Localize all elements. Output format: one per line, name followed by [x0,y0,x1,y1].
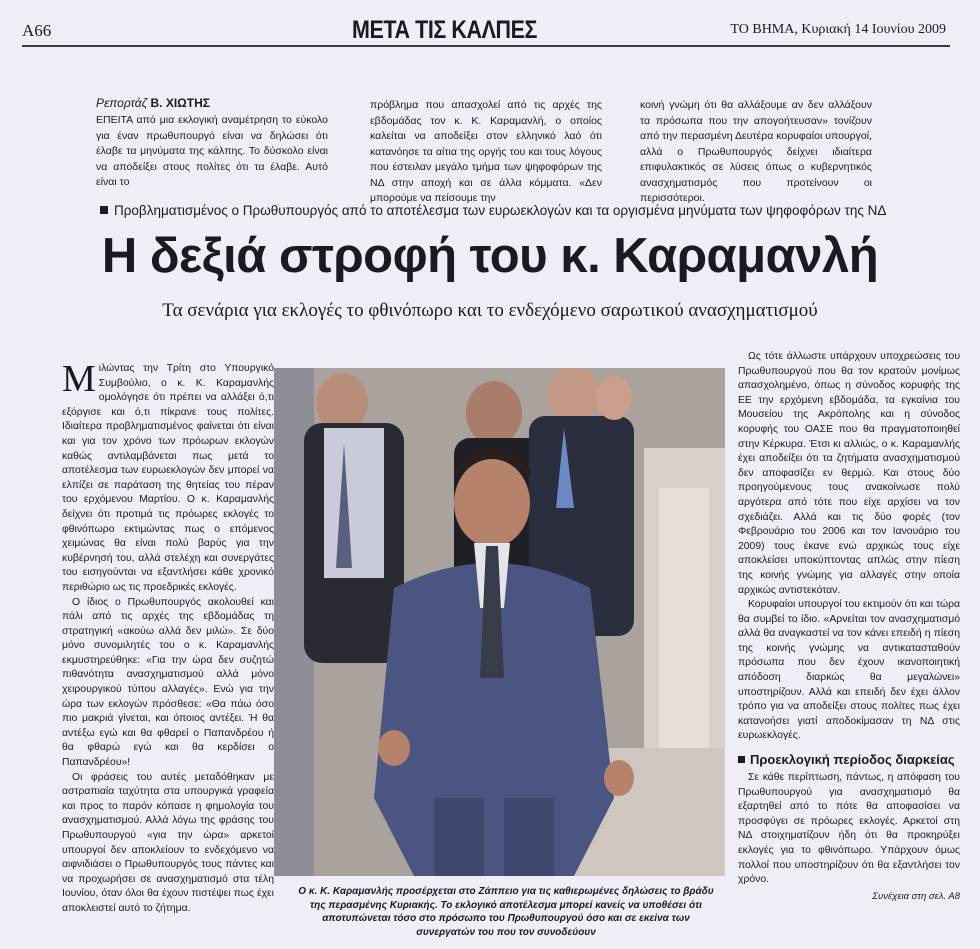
deck: Τα σενάρια για εκλογές το φθινόπωρο και το ενδεχόμενο σαρωτικού ανασχηματισμού [162,300,818,321]
kicker [100,203,960,218]
body-column-right [738,350,960,945]
photo [274,368,725,876]
paragraph: Σε κάθε περίπτωση, πάντως, η απόφαση του Πρωθυπουργού για ανασχηματισμό θα εξαρτηθεί από το πότε θα αποφασίσει να προσφύγει σε πρόωρες εκλογές. Αρκετοί στη ΝΔ στοιχηματίζουν ήδη ότι θα προκηρύξει εκλογές για το φθινόπωρο. Υπάρχουν όμως πολλοί που υποστηρίζουν ότι θα εξαντλήσει τον χρόνο. [738,772,960,886]
lead-column-1: ΕΠΕΙΤΑ από μια εκλογική αναμέτρηση το εύκολο για έναν πρωθυπουργό είναι να δηλώσει ότι έλαβε τα μηνύματα της κάλπης. Το δύσκολο είναι να αποδείξει στους πολίτες ότι τα έλαβε. Αυτό είναι το [96,114,328,188]
photo-illustration [274,368,725,876]
photo-caption: Ο κ. Κ. Καραμανλής προσέρχεται στο Ζάππειο για τις καθιερωμένες δηλώσεις το βράδυ της περασμένης Κυριακής. Το εκλογικό αποτέλεσμα μπορεί κανείς να υποθέσει ότι αποτυπώνεται τόσο στο πρόσωπο του Πρωθυπουργού όσο και σε εκείνα των συνεργατών του που τον συνοδεύουν [298,886,714,938]
lead-column-3: κοινή γνώμη ότι θα αλλάξουμε αν δεν αλλάξουν τα πρόσωπα που την απογοήτευσαν» τονίζουν από την περασμένη Δευτέρα κορυφαίοι υπουργοί, αλλά ο Πρωθυπουργός δείχνει ιδιαίτερα επιφυλακτικός σε λύσεις όπως ο κυβερνητικός ανασχηματισμός που προτείνουν οι περισσότεροι. [640,99,872,204]
paragraph: Κορυφαίοι υπουργοί του εκτιμούν ότι και τώρα θα συμβεί το ίδιο. «Αρνείται τον ανασχηματισμό αλλά θα αναγκαστεί να τον κάνει επειδή η πίεση της κοινής γνώμης να αντικατασταθούν πρόσωπα που δεν έχουν ικανοποιητική απόδοση διαρκώς θα μεγαλώνει» υποστηρίζουν. Αλλά και επειδή δεν έχει άλλον τρόπο για να αποδείξει στους πολίτες πως έχει κατανοήσει γιατί αποδοκίμασαν τη ΝΔ στις ευρωεκλογές. [738,599,960,742]
paragraph [62,362,274,596]
section-title: ΜΕΤΑ ΤΙΣ ΚΑΛΠΕΣ [352,16,537,44]
byline-author: Β. ΧΙΩΤΗΣ [150,96,210,110]
square-bullet-icon [100,206,108,214]
byline-label: Ρεπορτάζ [96,96,148,110]
square-bullet-icon [738,756,745,763]
subheading-text: Προεκλογική περίοδος διαρκείας [750,752,955,768]
dropcap: Μ [62,362,96,400]
kicker-text: Προβληματισμένος ο Πρωθυπουργός από το αποτέλεσμα των ευρωεκλογών και τα οργισμένα μηνύματα των ψηφοφόρων της ΝΔ [114,203,887,218]
continued-note: Συνέχεια στη σελ. Α8 [872,890,960,902]
paragraph: Οι φράσεις του αυτές μεταδόθηκαν με αστραπιαία ταχύτητα στα υπουργικά γραφεία και προς το παρόν κόπασε η φημολογία του ανασχηματισμού. Αλλά λόγω της φράσης του Πρωθυπουργού «για την ώρα» αρκετοί υπουργοί δεν αποκλείουν το ενδεχόμενο να αιφνιδιάσει ο Πρωθυπουργός τους πάντες και να προχωρήσει σε ανασχηματισμό στα τέλη Ιουνίου, όταν όλοι θα έχουν πιστέψει πως έχει αποκλειστεί αυτό το ζήτημα. [62,771,274,914]
subheading [738,752,960,767]
paragraph-text: ιλώντας την Τρίτη στο Υπουργικό Συμβούλιο, ο κ. Κ. Καραμανλής ομολόγησε ότι πρέπει να αλλάξει ό,τι εξόργισε και ό,τι πίκρανε τους πολίτες. Ιδιαίτερα προβληματισμένος φαίνεται ότι είναι και για τον χρόνο των πρόωρων εκλογών καθώς αντιλαμβάνεται πως μετά το αποτέλεσμα των ευρωεκλογών δεν μπορεί να ελπίζει σε παράταση της θητείας του πέραν του ερχόμενου Μαρτίου. Ο κ. Καραμανλής δείχνει ότι προτιμά τις πρόωρες εκλογές το φθινόπωρο εκτιμώντας πως ο επόμενος χειμώνας θα είναι πολύ βαρύς για την κυβέρνησή του, αλλά στελέχη και συνεργάτες του εισηγούνται να εξαντλήσει κάθε χρονικό περιθώριο ως τις προεδρικές εκλογές. [62,363,274,593]
byline [96,96,210,110]
header-rule [22,45,950,47]
paragraph: Ως τότε άλλωστε υπάρχουν υποχρεώσεις του Πρωθυπουργού που θα τον κρατούν μονίμως απασχολημένο, όπως η σύνοδος κορυφής της ΕΕ την ερχόμενη εβδομάδα, τα εγκαίνια του Μουσείου της Ακρόπολης και η σύνοδος κορυφής του ΟΑΣΕ που θα πραγματοποιηθεί στην Κέρκυρα. Έτσι κι αλλιώς, ο κ. Καραμανλής έχει αποδείξει ότι τα ζητήματα ανασχηματισμού δεν αποφασίζει εν θερμώ. Και στους δύο προηγούμενους τους ανακοίνωσε πολύ αργότερα από τότε που είχε αρχίσει να τον σχεδιάζει. Αλλά και τις δύο φορές (τον Φεβρουάριο του 2006 και τον Ιανουάριο του 2009) τους έκανε ενώ αρχικώς τους είχε αποκλείσει υποκύπτοντας απλώς στην πίεση της κοινής γνώμης για αλλαγές στην οποία αρχικώς αντιστεκόταν. [738,351,960,596]
body-column-left [62,362,274,942]
headline: Η δεξιά στροφή του κ. Καραμανλή [101,229,879,283]
lead-column-2: πρόβλημα που απασχολεί από τις αρχές της εβδομάδας τον κ. Κ. Καραμανλή, ο οποίος καλείται να αποδείξει στον ελληνικό λαό ότι κατανόησε τα αίτια της οργής του και τους λόγους που έστειλαν μεγάλο τμήμα των ψηφοφόρων της ΝΔ στην αποχή και σε άλλα κόμματα. «Δεν μπορούμε να πείσουμε την [370,99,602,204]
issue-date: ΤΟ ΒΗΜΑ, Κυριακή 14 Ιουνίου 2009 [730,22,946,37]
page-number: A66 [22,21,52,40]
paragraph: Ο ίδιος ο Πρωθυπουργός ακολουθεί και πάλι από τις αρχές της εβδομάδας τη στρατηγική «ακούω αλλά δεν μιλώ». Σε δύο μόνο συνομιλητές του ο κ. Καραμανλής εκμυστηρεύθηκε: «Για την ώρα δεν συζητώ πιθανότητα ανασχηματισμού αλλά μόνο χειρουργικού τύπου αλλαγές». Ενώ για την ώρα των εκλογών πρόσθεσε: «Θα πάω όσο πιο μακριά γίνεται, και όποιος αντέξει. Ή θα αντέξω εγώ και θα φθαρεί ο Παπανδρέου ή θα φθαρώ εγώ και θα κερδίσει ο Παπανδρέου»! [62,596,274,769]
